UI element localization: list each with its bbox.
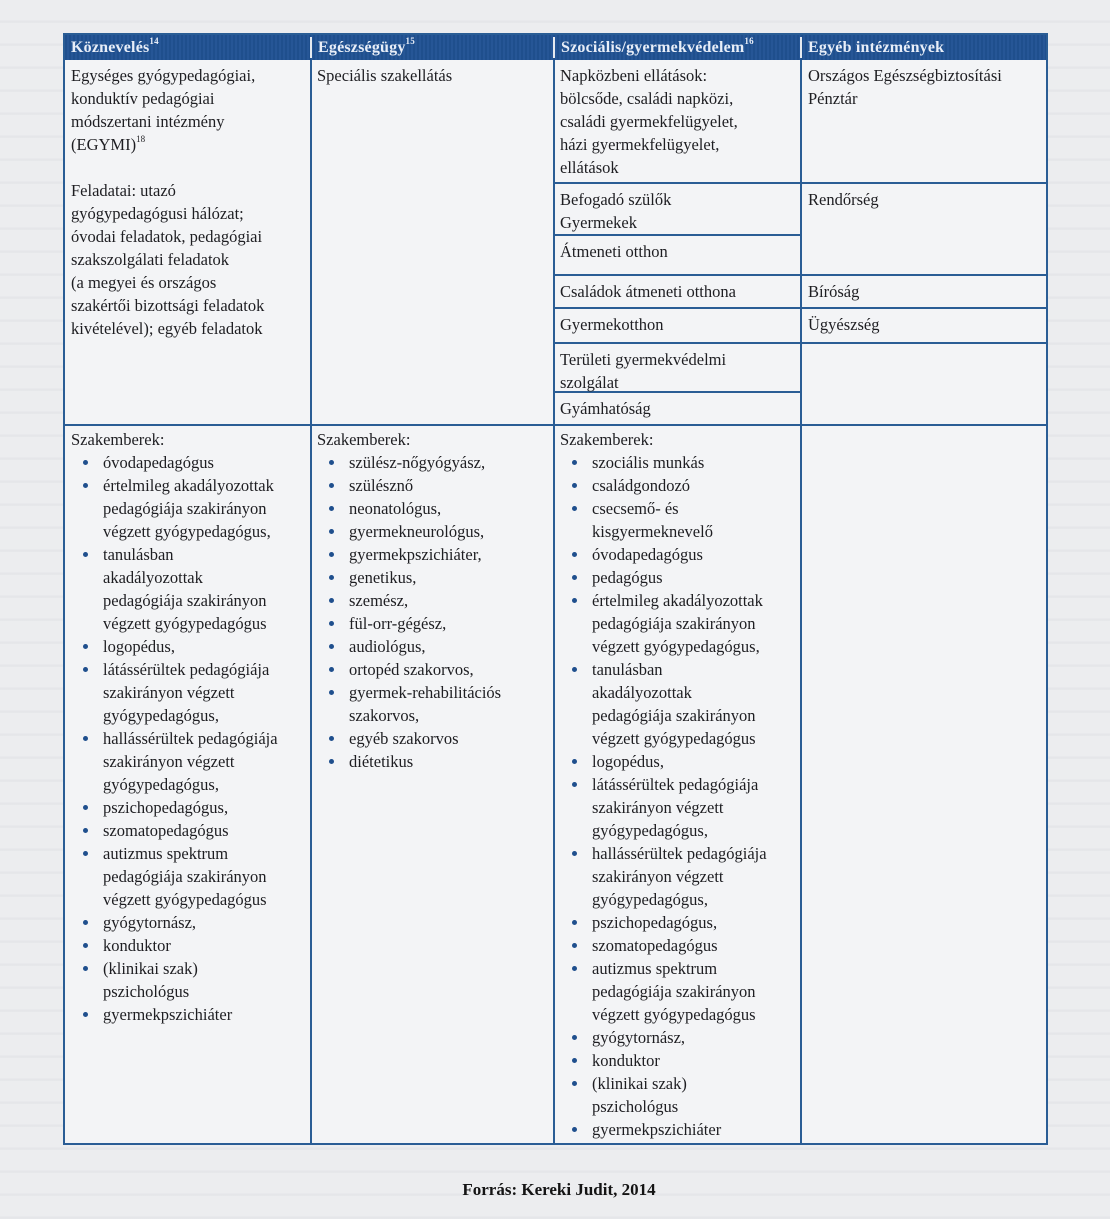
specialist-text: (klinikai szak) [103, 959, 198, 978]
institution-tasks [71, 179, 310, 340]
specialist-text: pedagógus [592, 568, 663, 587]
text-line: szakszolgálati feladatok [71, 250, 230, 269]
footnote-ref: 14 [149, 36, 159, 46]
specialist-text: logopédus, [103, 637, 175, 656]
text-line: szakértői bizottsági feladatok [71, 296, 265, 315]
specialist-text: autizmus spektrum [103, 844, 229, 863]
szocialis-row [554, 236, 800, 263]
specialist-item [71, 842, 310, 911]
specialist-item [560, 1026, 800, 1049]
specialist-item [71, 635, 310, 658]
specialist-item [317, 520, 553, 543]
footnote-ref: 15 [405, 36, 415, 46]
egyeb-row [802, 60, 1048, 110]
specialist-text: autizmus spektrum [592, 959, 718, 978]
specialist-text: akadályozottak [103, 568, 203, 587]
institution-abbr [71, 133, 310, 156]
specialist-item [317, 543, 553, 566]
specialist-text: látássérültek pedagógiája [592, 775, 759, 794]
text-line: családi gyermekfelügyelet, [560, 112, 738, 131]
egeszsegugy-specialists-cell [311, 426, 553, 773]
text-line: Befogadó szülők [560, 190, 672, 209]
institutions-table [63, 33, 1048, 1145]
specialist-text: gyógytornász, [592, 1028, 686, 1047]
specialist-item [560, 474, 800, 497]
specialist-item [317, 474, 553, 497]
specialist-text: ortopéd szakorvos, [349, 660, 474, 679]
egyeb-row [802, 184, 1048, 211]
specialist-text: értelmileg akadályozottak [592, 591, 763, 610]
specialist-text: szomatopedagógus [103, 821, 229, 840]
institution-name [71, 64, 310, 133]
text-line: Rendőrség [808, 190, 879, 209]
specialist-text: pedagógiája szakirányon [103, 499, 267, 518]
specialist-text: értelmileg akadályozottak [103, 476, 274, 495]
specialist-text: szakirányon végzett [103, 683, 235, 702]
szocialis-row [554, 276, 800, 303]
specialist-text: gyermekpszichiáter [592, 1120, 722, 1139]
specialist-text: gyermek-rehabilitációs [349, 683, 502, 702]
specialist-text: pszichológus [103, 982, 190, 1001]
text-line: Átmeneti otthon [560, 242, 668, 261]
header-kozneveles [65, 35, 312, 60]
abbr-text: (EGYMI) [71, 135, 137, 154]
specialist-text: gyógypedagógus, [592, 890, 708, 909]
specialist-text: (klinikai szak) [592, 1074, 687, 1093]
text-line: (a megyei és országos [71, 273, 217, 292]
specialist-text: konduktor [103, 936, 171, 955]
text-line: szolgálat [560, 373, 619, 392]
specialist-text: csecsemő- és [592, 499, 679, 518]
source-caption: Forrás: Kereki Judit, 2014 [462, 1180, 656, 1199]
specialist-text: gyermekneurológus, [349, 522, 485, 541]
specialist-text: kisgyermeknevelő [592, 522, 713, 541]
specialist-text: szakirányon végzett [592, 867, 724, 886]
specialist-item [71, 543, 310, 635]
specialist-item [560, 566, 800, 589]
specialist-item [317, 750, 553, 773]
specialist-text: diétetikus [349, 752, 414, 771]
specialist-text: neonatológus, [349, 499, 442, 518]
text-line: kivételével); egyéb feladatok [71, 319, 263, 338]
text-line: Ügyészség [808, 315, 880, 334]
specialist-text: hallássérültek pedagógiája [592, 844, 767, 863]
specialist-item [71, 957, 310, 1003]
specialist-item [560, 842, 800, 911]
specialists-label: Szakemberek: [71, 430, 165, 449]
specialist-text: végzett gyógypedagógus, [103, 522, 271, 541]
specialist-text: hallássérültek pedagógiája [103, 729, 278, 748]
table-header [65, 35, 1046, 60]
column-divider [800, 60, 802, 1145]
specialist-item [71, 658, 310, 727]
specialist-text: pedagógiája szakirányon [103, 591, 267, 610]
footnote-ref: 18 [136, 134, 146, 144]
text-line: Bíróság [808, 282, 860, 301]
specialist-item [560, 451, 800, 474]
specialist-item [317, 612, 553, 635]
specialist-text: látássérültek pedagógiája [103, 660, 270, 679]
specialist-item [560, 773, 800, 842]
specialist-item [317, 451, 553, 474]
specialist-text: logopédus, [592, 752, 664, 771]
specialist-text: szülész-nőgyógyász, [349, 453, 486, 472]
text-line: Pénztár [808, 89, 858, 108]
specialist-item [560, 1072, 800, 1118]
specialist-text: fül-orr-gégész, [349, 614, 447, 633]
header-egyeb [802, 35, 1048, 60]
text-line: Feladatai: utazó [71, 181, 176, 200]
header-label: Egyéb intézmények [808, 39, 945, 56]
specialists-list [317, 451, 553, 773]
specialist-text: pszichopedagógus, [592, 913, 718, 932]
header-label: Köznevelés [71, 39, 150, 56]
egyeb-row [802, 276, 1048, 303]
specialist-item [560, 497, 800, 543]
specialist-text: szociális munkás [592, 453, 705, 472]
specialist-item [560, 957, 800, 1026]
specialist-text: pedagógiája szakirányon [103, 867, 267, 886]
kozneveles-institution-cell [65, 60, 310, 424]
specialist-text: tanulásban [592, 660, 663, 679]
specialist-text: szemész, [349, 591, 409, 610]
specialist-text: óvodapedagógus [592, 545, 703, 564]
text-line: bölcsőde, családi napközi, [560, 89, 734, 108]
specialist-item [71, 451, 310, 474]
specialist-item [71, 474, 310, 543]
specialist-text: szakirányon végzett [592, 798, 724, 817]
text-line: Családok átmeneti otthona [560, 282, 736, 301]
text-line: Gyermekek [560, 213, 637, 232]
specialist-text: pszichológus [592, 1097, 679, 1116]
header-szocialis [555, 35, 802, 60]
specialist-item [317, 658, 553, 681]
specialists-label: Szakemberek: [317, 430, 411, 449]
text-line: konduktív pedagógiai [71, 89, 215, 108]
specialist-item [317, 727, 553, 750]
specialist-text: pedagógiája szakirányon [592, 982, 756, 1001]
szocialis-row [554, 184, 800, 234]
specialist-item [560, 934, 800, 957]
szocialis-row [554, 309, 800, 336]
header-label: Egészségügy [318, 39, 406, 56]
text-line: házi gyermekfelügyelet, [560, 135, 720, 154]
specialist-text: óvodapedagógus [103, 453, 214, 472]
szocialis-row [554, 60, 800, 179]
specialist-text: genetikus, [349, 568, 417, 587]
specialist-item [560, 750, 800, 773]
specialist-item [71, 727, 310, 796]
specialist-item [317, 589, 553, 612]
specialist-text: konduktor [592, 1051, 660, 1070]
egyeb-row [802, 309, 1048, 336]
specialist-text: gyógypedagógus, [103, 706, 219, 725]
specialist-text: gyógypedagógus, [592, 821, 708, 840]
specialist-text: szakorvos, [349, 706, 420, 725]
specialist-text: pedagógiája szakirányon [592, 706, 756, 725]
specialist-text: gyermekpszichiáter [103, 1005, 233, 1024]
specialist-item [71, 911, 310, 934]
text-line: ellátások [560, 158, 619, 177]
specialist-text: végzett gyógypedagógus [592, 729, 756, 748]
specialist-item [560, 911, 800, 934]
specialist-text: pedagógiája szakirányon [592, 614, 756, 633]
szocialis-specialists-cell [554, 426, 800, 1141]
specialist-text: családgondozó [592, 476, 691, 495]
specialist-text: szomatopedagógus [592, 936, 718, 955]
specialist-text: végzett gyógypedagógus [103, 890, 267, 909]
text-line: Gyermekotthon [560, 315, 664, 334]
specialist-item [71, 1003, 310, 1026]
text-line: módszertani intézmény [71, 112, 225, 131]
header-label: Szociális/gyermekvédelem [561, 39, 745, 56]
specialist-item [317, 681, 553, 727]
service-name: Speciális szakellátás [317, 66, 453, 85]
text-line: Területi gyermekvédelmi [560, 350, 727, 369]
szocialis-row [554, 344, 800, 394]
egeszsegugy-service-cell [311, 60, 553, 424]
specialist-text: pszichopedagógus, [103, 798, 229, 817]
specialist-item [560, 589, 800, 658]
specialist-text: akadályozottak [592, 683, 692, 702]
specialists-label: Szakemberek: [560, 430, 654, 449]
specialist-item [317, 635, 553, 658]
specialist-text: gyermekpszichiáter, [349, 545, 482, 564]
specialist-text: audiológus, [349, 637, 426, 656]
specialist-item [71, 819, 310, 842]
footnote-ref: 16 [744, 36, 754, 46]
specialists-list [71, 451, 310, 1026]
szocialis-row [554, 393, 800, 420]
kozneveles-specialists-cell [65, 426, 310, 1026]
specialist-text: végzett gyógypedagógus [103, 614, 267, 633]
specialist-item [560, 1118, 800, 1141]
specialist-text: szakirányon végzett [103, 752, 235, 771]
specialist-text: gyógytornász, [103, 913, 197, 932]
specialists-list [560, 451, 800, 1141]
specialist-text: egyéb szakorvos [349, 729, 459, 748]
text-line: gyógypedagógusi hálózat; [71, 204, 244, 223]
specialist-text: végzett gyógypedagógus, [592, 637, 760, 656]
specialist-item [71, 796, 310, 819]
text-line: Egységes gyógypedagógiai, [71, 66, 256, 85]
text-line: Napközbeni ellátások: [560, 66, 708, 85]
specialist-text: végzett gyógypedagógus [592, 1005, 756, 1024]
header-egeszsegugy [312, 35, 555, 60]
text-line: óvodai feladatok, pedagógiai [71, 227, 263, 246]
specialist-text: gyógypedagógus, [103, 775, 219, 794]
specialist-item [560, 543, 800, 566]
specialist-item [71, 934, 310, 957]
text-line: Gyámhatóság [560, 399, 651, 418]
specialist-item [560, 658, 800, 750]
specialist-item [317, 497, 553, 520]
specialist-text: szülésznő [349, 476, 414, 495]
specialist-item [560, 1049, 800, 1072]
specialist-item [317, 566, 553, 589]
text-line: Országos Egészségbiztosítási [808, 66, 1002, 85]
specialist-text: tanulásban [103, 545, 174, 564]
